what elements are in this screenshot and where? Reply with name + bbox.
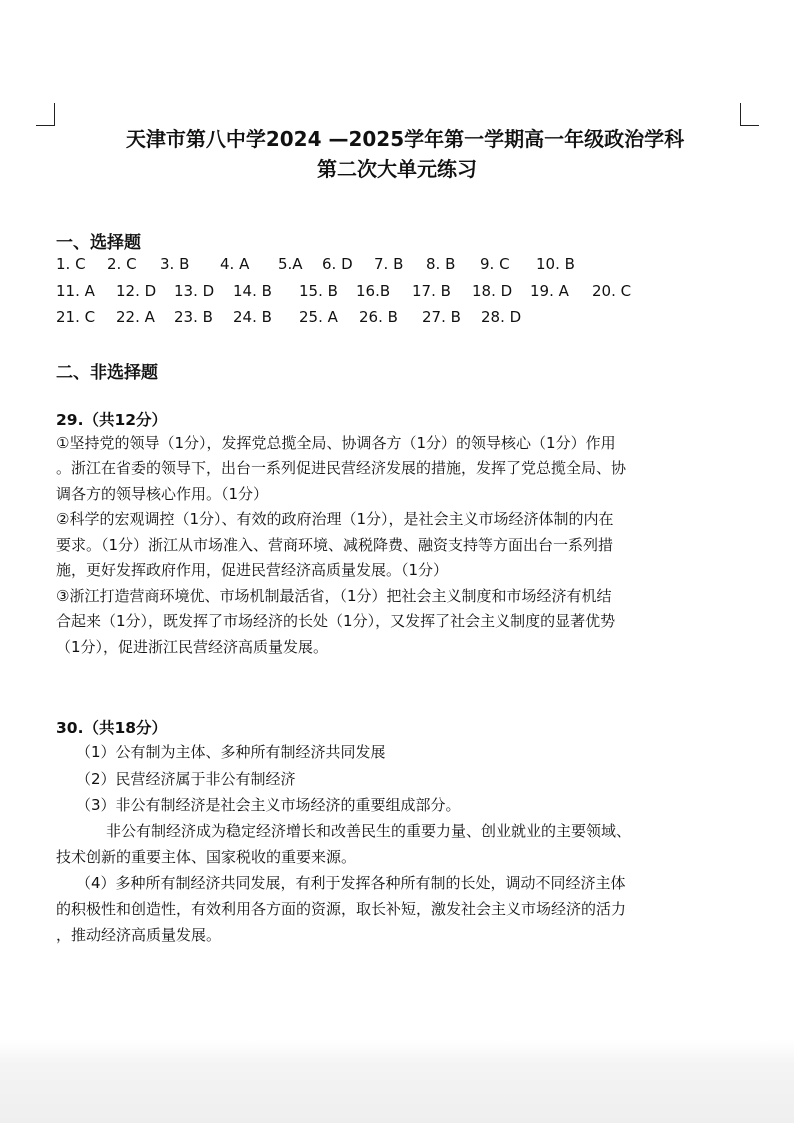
q29-line: 调各方的领导核心作用。（1分） (56, 485, 269, 503)
q30-line: ，推动经济高质量发展。 (56, 926, 222, 944)
answer-item: 1. C (56, 255, 86, 273)
q29-line: 要求。（1分）浙江从市场准入、营商环境、减税降费、融资支持等方面出台一系列措 (56, 536, 614, 554)
q29-line: （1分），促进浙江民营经济高质量发展。 (56, 638, 329, 656)
answer-item: 19. A (530, 282, 569, 300)
answer-item: 28. D (481, 308, 522, 326)
answer-item: 27. B (422, 308, 461, 326)
answer-item: 11. A (56, 282, 95, 300)
answer-item: 22. A (116, 308, 155, 326)
scan-bottom-shadow (0, 1040, 794, 1123)
answer-item: 25. A (299, 308, 338, 326)
answer-item: 18. D (472, 282, 513, 300)
answer-item: 21. C (56, 308, 96, 326)
answer-item: 17. B (412, 282, 451, 300)
q29-line: ②科学的宏观调控（1分）、有效的政府治理（1分），是社会主义市场经济体制的内在 (56, 510, 614, 528)
q30-line: （4）多种所有制经济共同发展，有利于发挥各种所有制的长处，调动不同经济主体 (76, 874, 626, 892)
answer-item: 6. D (322, 255, 353, 273)
question-30-heading: 30.（共18分） (56, 719, 168, 737)
q29-line: 。浙江在省委的领导下，出台一系列促进民营经济发展的措施，发挥了党总揽全局、协 (56, 459, 627, 477)
q29-line: ③浙江打造营商环境优、市场机制最活省，（1分）把社会主义制度和市场经济有机结 (56, 587, 612, 605)
question-29-heading: 29.（共12分） (56, 411, 168, 429)
answer-item: 5.A (278, 255, 303, 273)
answer-item: 23. B (174, 308, 213, 326)
q30-line: 的积极性和创造性，有效利用各方面的资源，取长补短，激发社会主义市场经济的活力 (56, 900, 627, 918)
answer-item: 7. B (374, 255, 404, 273)
document-title-line1: 天津市第八中学2024 —2025学年第一学期高一年级政治学科 (125, 127, 685, 151)
q30-line: 技术创新的重要主体、国家税收的重要来源。 (56, 848, 357, 866)
answer-item: 12. D (116, 282, 157, 300)
q30-line: （2）民营经济属于非公有制经济 (76, 770, 296, 788)
answer-item: 24. B (233, 308, 272, 326)
q30-line: 非公有制经济成为稳定经济增长和改善民生的重要力量、创业就业的主要领域、 (106, 822, 632, 840)
answer-item: 8. B (426, 255, 456, 273)
q30-line: （3）非公有制经济是社会主义市场经济的重要组成部分。 (76, 796, 461, 814)
answer-item: 13. D (174, 282, 215, 300)
answer-item: 3. B (160, 255, 190, 273)
answer-item: 15. B (299, 282, 338, 300)
answer-item: 2. C (107, 255, 137, 273)
answer-item: 4. A (220, 255, 250, 273)
answer-item: 20. C (592, 282, 632, 300)
q30-line: （1）公有制为主体、多种所有制经济共同发展 (76, 743, 386, 761)
answer-item: 9. C (480, 255, 510, 273)
answer-item: 26. B (359, 308, 398, 326)
document-title-line2: 第二次大单元练习 (317, 157, 477, 181)
section-heading-nonchoice: 二、非选择题 (56, 363, 158, 383)
answer-item: 16.B (356, 282, 391, 300)
q29-line: ①坚持党的领导（1分），发挥党总揽全局、协调各方（1分）的领导核心（1分）作用 (56, 434, 616, 452)
answer-item: 10. B (536, 255, 575, 273)
q29-line: 合起来（1分），既发挥了市场经济的长处（1分），又发挥了社会主义制度的显著优势 (56, 612, 616, 630)
answer-item: 14. B (233, 282, 272, 300)
q29-line: 施，更好发挥政府作用，促进民营经济高质量发展。（1分） (56, 561, 449, 579)
section-heading-choice: 一、选择题 (56, 233, 141, 253)
